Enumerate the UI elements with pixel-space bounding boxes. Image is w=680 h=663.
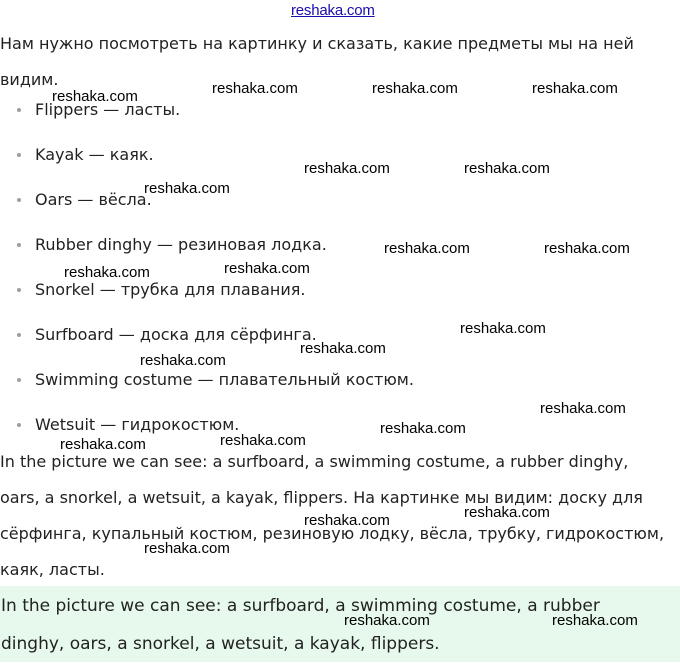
- list-item-text: Wetsuit — гидрокостюм.: [35, 415, 240, 434]
- bullet-icon: [17, 378, 21, 382]
- watermark: reshaka.com: [532, 80, 618, 97]
- watermark: reshaka.com: [300, 340, 386, 357]
- bullet-icon: [17, 108, 21, 112]
- watermark: reshaka.com: [384, 240, 470, 257]
- watermark: reshaka.com: [60, 436, 146, 453]
- list-item: [0, 363, 414, 408]
- watermark: reshaka.com: [544, 240, 630, 257]
- list-item: [0, 93, 414, 138]
- watermark: reshaka.com: [344, 612, 430, 629]
- list-item-text: Swimming costume — плавательный костюм.: [35, 370, 414, 389]
- bullet-icon: [17, 198, 21, 202]
- intro-text: Нам нужно посмотреть на картинку и сказать, какие предметы мы на ней видим.: [0, 34, 634, 89]
- watermark: reshaka.com: [460, 320, 546, 337]
- bullet-icon: [17, 423, 21, 427]
- watermark: reshaka.com: [372, 80, 458, 97]
- bullet-icon: [17, 243, 21, 247]
- watermark: reshaka.com: [140, 352, 226, 369]
- list-item: [0, 228, 414, 273]
- watermark: reshaka.com: [64, 264, 150, 281]
- list-item-text: Rubber dinghy — резиновая лодка.: [35, 235, 327, 254]
- watermark: reshaka.com: [380, 420, 466, 437]
- watermark: reshaka.com: [144, 180, 230, 197]
- watermark: reshaka.com: [220, 432, 306, 449]
- vocab-list: [0, 93, 414, 453]
- highlighted-answer-text: In the picture we can see: a surfboard, a swimming costume, a rubber dinghy, oars, a snorkel, a wetsuit, a kayak, flippers.: [1, 596, 600, 654]
- watermark: reshaka.com: [540, 400, 626, 417]
- watermark: reshaka.com: [552, 612, 638, 629]
- list-item: [0, 318, 414, 363]
- watermark: reshaka.com: [144, 540, 230, 557]
- list-item-text: Kayak — каяк.: [35, 145, 154, 164]
- watermark: reshaka.com: [224, 260, 310, 277]
- list-item-text: Surfboard — доска для сёрфинга.: [35, 325, 317, 344]
- list-item-text: Flippers — ласты.: [35, 100, 181, 119]
- list-item: [0, 183, 414, 228]
- site-link[interactable]: reshaka.com: [291, 2, 375, 19]
- list-item: [0, 138, 414, 183]
- answer-text: In the picture we can see: a surfboard, a swimming costume, a rubber dinghy, oars, a snorkel, a wetsuit, a kayak, flippers. На картинке мы видим: доску для сёрфинга, купальный костюм, резиновую лодку, вёсла, трубку, гидрокостюм, каяк, ласты.: [0, 452, 665, 579]
- list-item-text: Snorkel — трубка для плавания.: [35, 280, 306, 299]
- bullet-icon: [17, 153, 21, 157]
- watermark: reshaka.com: [52, 88, 138, 105]
- highlighted-answer-box: [0, 586, 680, 662]
- list-item-text: Oars — вёсла.: [35, 190, 152, 209]
- watermark: reshaka.com: [464, 504, 550, 521]
- list-item: [0, 273, 414, 318]
- watermark: reshaka.com: [212, 80, 298, 97]
- bullet-icon: [17, 288, 21, 292]
- watermark: reshaka.com: [304, 160, 390, 177]
- watermark: reshaka.com: [464, 160, 550, 177]
- watermark: reshaka.com: [304, 512, 390, 529]
- bullet-icon: [17, 333, 21, 337]
